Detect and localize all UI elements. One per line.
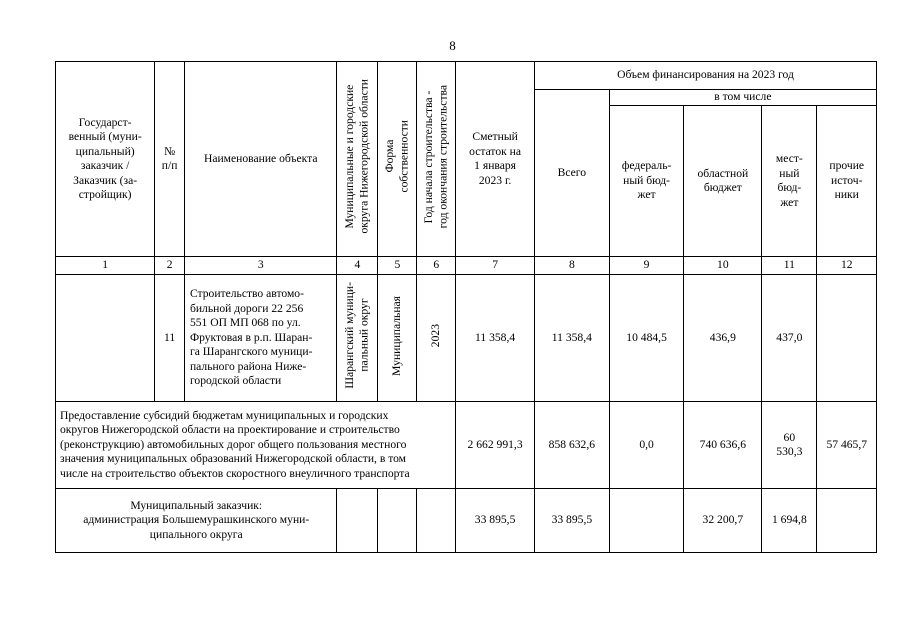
column-number: 2 — [155, 257, 185, 275]
header-including: в том числе — [609, 90, 876, 106]
object-estimate-balance: 11 358,4 — [456, 275, 535, 402]
object-customer — [56, 275, 155, 402]
subsidy-description: Предоставление субсидий бюджетам муниципальных и городских округов Нижегородской области на проектирование и строительство (реконструкцию) автомобильных дорог общего пользования местного значения муниципальных образований Нижегородской области, в том числе на строительство объектов скоростного внеуличного транспорта — [56, 402, 456, 489]
subsidy-local: 60 530,3 — [762, 402, 817, 489]
municipal-customer-federal — [609, 489, 684, 553]
header-financing-volume: Объем финансирования на 2023 год — [535, 62, 877, 90]
municipal-customer-ownership — [378, 489, 417, 553]
object-number: 11 — [155, 275, 185, 402]
financing-table — [55, 61, 877, 553]
subsidy-regional: 740 636,6 — [684, 402, 762, 489]
municipal-customer-regional: 32 200,7 — [684, 489, 762, 553]
header-regional: областной бюджет — [684, 106, 762, 257]
object-municipality-cell — [337, 275, 378, 402]
column-number: 5 — [378, 257, 417, 275]
subsidy-total: 858 632,6 — [535, 402, 610, 489]
object-municipality: Шарангский муници- пальный округ — [342, 282, 371, 390]
column-number: 8 — [535, 257, 610, 275]
municipal-customer-estimate-balance: 33 895,5 — [456, 489, 535, 553]
object-row — [56, 275, 877, 402]
column-number: 3 — [184, 257, 337, 275]
object-ownership-cell — [378, 275, 417, 402]
header-other: прочие источ- ники — [817, 106, 877, 257]
column-number: 7 — [456, 257, 535, 275]
subsidy-estimate-balance: 2 662 991,3 — [456, 402, 535, 489]
object-ownership: Муниципальная — [390, 295, 404, 376]
municipal-customer-years — [417, 489, 456, 553]
header-years-cell — [417, 62, 456, 257]
column-number: 11 — [762, 257, 817, 275]
header-ownership: Форма собственности — [382, 120, 411, 194]
subsidy-other: 57 465,7 — [817, 402, 877, 489]
header-local: мест- ный бюд- жет — [762, 106, 817, 257]
column-number: 10 — [684, 257, 762, 275]
column-number: 12 — [817, 257, 877, 275]
object-years: 2023 — [428, 324, 442, 348]
header-estimate-balance: Сметный остаток на 1 января 2023 г. — [456, 62, 535, 257]
object-other — [817, 275, 877, 402]
column-number: 1 — [56, 257, 155, 275]
object-federal: 10 484,5 — [609, 275, 684, 402]
municipal-customer-municipality — [337, 489, 378, 553]
municipal-customer-row — [56, 489, 877, 553]
header-total: Всего — [535, 90, 610, 257]
header-customer: Государст- венный (муни- ципальный) заказчик / Заказчик (за- стройщик) — [56, 62, 155, 257]
municipal-customer-local: 1 694,8 — [762, 489, 817, 553]
object-name: Строительство автомо- бильной дороги 22 256 551 ОП МП 068 по ул. Фруктовая в р.п. Шаран- га Шарангского муници- пального района Ниже- городской области — [184, 275, 337, 402]
municipal-customer-description: Муниципальный заказчик: администрация Большемурашкинского муни- ципального округа — [56, 489, 337, 553]
header-ownership-cell — [378, 62, 417, 257]
page-number: 8 — [449, 38, 456, 53]
header-object-name: Наименование объекта — [184, 62, 337, 257]
subsidy-federal: 0,0 — [609, 402, 684, 489]
object-years-cell — [417, 275, 456, 402]
header-years: Год начала строительства - год окончания строительства — [421, 85, 450, 229]
column-numbers-row — [56, 257, 877, 275]
header-federal: федераль- ный бюд- жет — [609, 106, 684, 257]
column-number: 4 — [337, 257, 378, 275]
column-number: 6 — [417, 257, 456, 275]
object-regional: 436,9 — [684, 275, 762, 402]
header-municipality: Муниципальные и городские округа Нижегородской области — [342, 79, 371, 235]
header-row-1 — [56, 62, 877, 90]
column-number: 9 — [609, 257, 684, 275]
header-number: № п/п — [155, 62, 185, 257]
header-municipality-cell — [337, 62, 378, 257]
subsidy-row — [56, 402, 877, 489]
municipal-customer-total: 33 895,5 — [535, 489, 610, 553]
object-local: 437,0 — [762, 275, 817, 402]
municipal-customer-other — [817, 489, 877, 553]
object-total: 11 358,4 — [535, 275, 610, 402]
